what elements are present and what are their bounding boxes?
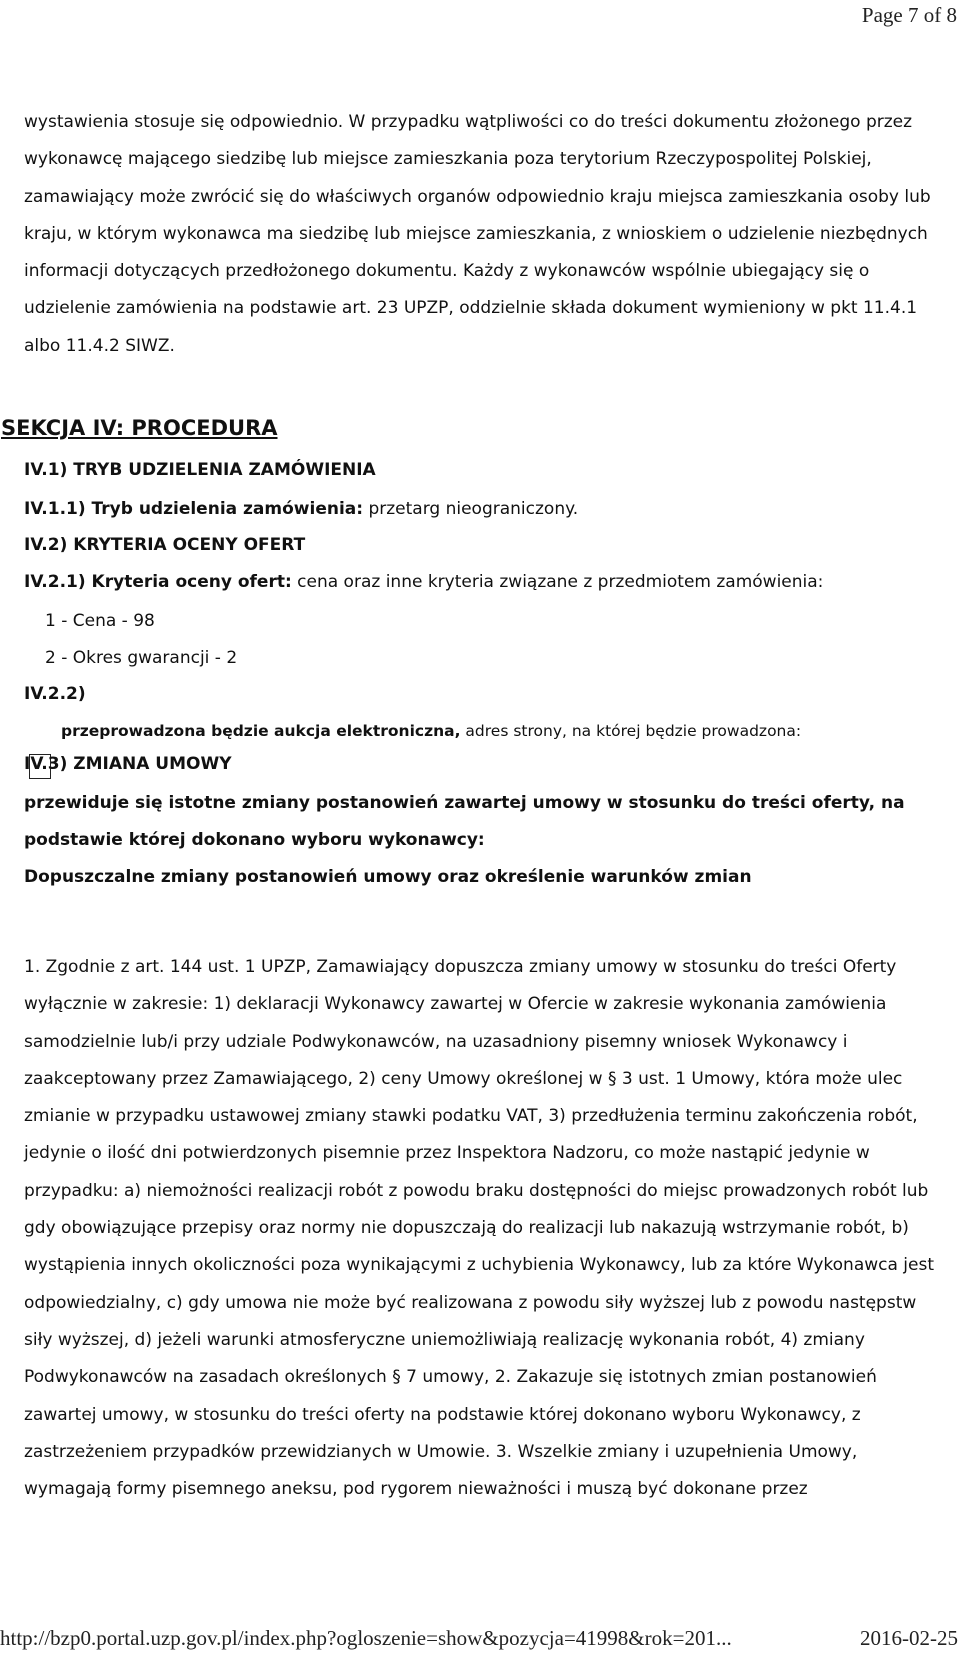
iv21-value: cena oraz inne kryteria związane z przedmiotem zamówienia: (291, 572, 824, 592)
changes-text: 1. Zgodnie z art. 144 ust. 1 UPZP, Zamawiający dopuszcza zmiany umowy w stosunku do treści Oferty wyłącznie w zakresie: 1) deklaracji Wykonawcy zawartej w Ofercie w zakresie wykonania zamówienia samodzielnie lub/i przy udziale Podwykonawców, na uzasadniony pisemny wniosek Wykonawcy i zaakceptowany przez Zamawiającego, 2) ceny Umowy określonej w § 3 ust. 1 Umowy, która może ulec zmianie w przypadku ustawowej zmiany stawki podatku VAT, 3) przedłużenia terminu zakończenia robót, jedynie o ilość dni potwierdzonych pisemnie przez Inspektora Nadzoru, co może nastąpić jedynie w przypadku: a) niemożności realizacji robót z powodu braku dostępności do miejsc prowadzonych robót lub gdy obowiązujące przepisy oraz normy nie dopuszczają do realizacji lub nakazują wstrzymanie robót, b) wystąpienia innych okoliczności poza wynikającymi z uchybienia Wykonawcy, lub za które Wykonawca jest odpowiedzialny, c) gdy umowa nie może być realizowana z powodu siły wyższej lub z powodu następstw siły wyższej, d) jeżeli warunki atmosferyczne uniemożliwiają realizację wykonania robót, 4) zmiany Podwykonawców na zasadach określonych § 7 umowy, 2. Zakazuje się istotnych zmian postanowień zawartej umowy, w stosunku do treści oferty na podstawie której dokonano wyboru Wykonawcy, z zastrzeżeniem przypadków przewidzianych w Umowie. 3. Wszelkie zmiany i uzupełnienia Umowy, wymagają formy pisemnego aneksu, pod rygorem nieważności i muszą być dokonane przez (24, 957, 935, 1500)
auction-row (61, 722, 801, 740)
iv22-heading: IV.2.2) (24, 684, 86, 704)
footer-date: 2016-02-25 (860, 1626, 958, 1650)
footer-url: http://bzp0.portal.uzp.gov.pl/index.php?ogloszenie=show&pozycja=41998&rok=201... (0, 1626, 732, 1650)
changes-question-line1: przewiduje się istotne zmiany postanowień zawartej umowy w stosunku do treści oferty, na (24, 793, 905, 813)
page-number: Page 7 of 8 (861, 3, 957, 27)
iv11-row (24, 499, 578, 519)
auction-label: przeprowadzona będzie aukcja elektroniczna, (61, 722, 461, 740)
changes-question-line2: podstawie której dokonano wyboru wykonawcy: (24, 830, 485, 850)
iv21-row (24, 572, 823, 592)
iv21-label: IV.2.1) Kryteria oceny ofert: (24, 572, 292, 592)
iv3-heading: IV.3) ZMIANA UMOWY (24, 754, 232, 774)
iv2-heading: IV.2) KRYTERIA OCENY OFERT (24, 535, 306, 555)
criterion-item-price: 1 - Cena - 98 (45, 611, 155, 631)
criterion-item-warranty: 2 - Okres gwarancji - 2 (45, 648, 238, 668)
iv11-value: przetarg nieograniczony. (363, 499, 579, 519)
auction-value: adres strony, na której będzie prowadzona: (460, 722, 802, 740)
intro-paragraph: wystawienia stosuje się odpowiednio. W przypadku wątpliwości co do treści dokumentu złożonego przez wykonawcę mającego siedzibę lub miejsce zamieszkania poza terytorium Rzeczypospolitej Polskiej, zamawiający może zwrócić się do właściwych organów odpowiednio kraju miejsca zamieszkania osoby lub kraju, w którym wykonawca ma siedzibę lub miejsce zamieszkania, z wnioskiem o udzielenie niezbędnych informacji dotyczących przedłożonego dokumentu. Każdy z wykonawców wspólnie ubiegający się o udzielenie zamówienia na podstawie art. 23 UPZP, oddzielnie składa dokument wymieniony w pkt 11.4.1 albo 11.4.2 SIWZ. (24, 112, 931, 356)
section-title: SEKCJA IV: PROCEDURA (1, 416, 278, 440)
iv1-heading: IV.1) TRYB UDZIELENIA ZAMÓWIENIA (24, 460, 376, 480)
iv11-label: IV.1.1) Tryb udzielenia zamówienia: (24, 499, 364, 519)
changes-heading: Dopuszczalne zmiany postanowień umowy oraz określenie warunków zmian (24, 867, 752, 887)
